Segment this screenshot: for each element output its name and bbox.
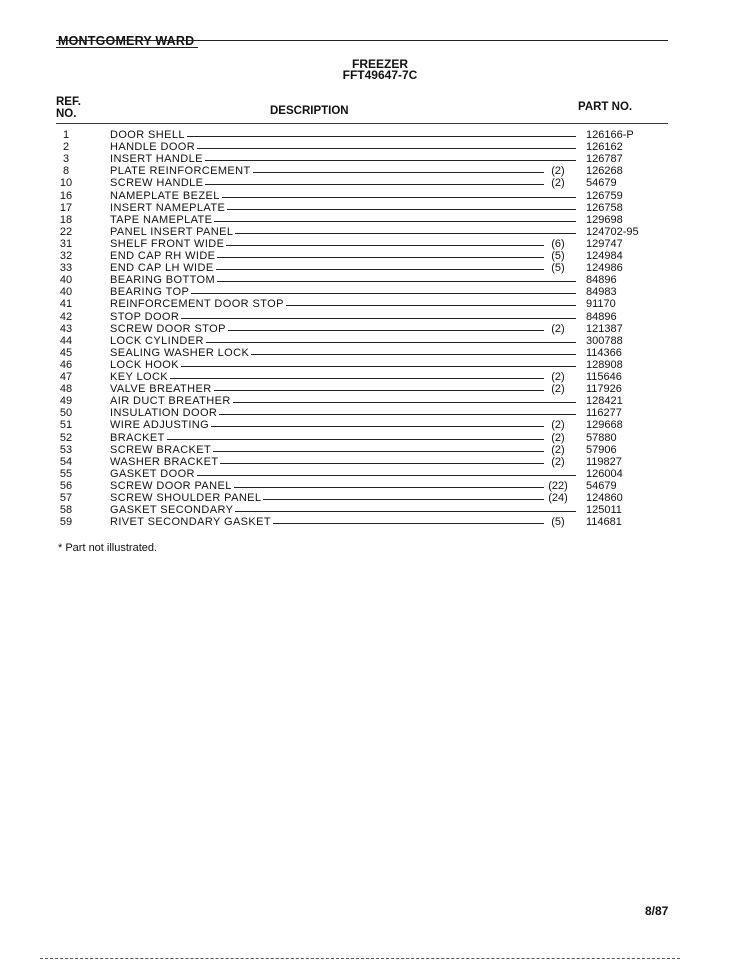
ref-number: 53 xyxy=(59,443,73,456)
ref-number: 16 xyxy=(59,189,73,202)
leader-line xyxy=(211,426,544,427)
part-description: VALVE BREATHER xyxy=(110,383,212,396)
part-number: 129747 xyxy=(586,237,623,250)
leader-line xyxy=(226,245,544,246)
part-quantity: (2) xyxy=(551,177,565,190)
leader-line xyxy=(253,172,544,173)
leader-line xyxy=(263,499,544,500)
leader-line xyxy=(197,475,576,476)
parts-list-row xyxy=(0,238,750,250)
parts-list-row xyxy=(0,323,750,335)
leader-line xyxy=(227,209,576,210)
leader-line xyxy=(205,184,544,185)
leader-line xyxy=(205,160,576,161)
part-number: 91170 xyxy=(586,298,616,311)
leader-line xyxy=(170,378,544,379)
ref-number: 22 xyxy=(59,225,73,238)
part-number: 117926 xyxy=(586,383,622,396)
leader-line xyxy=(286,305,576,306)
part-description: GASKET DOOR xyxy=(110,467,195,480)
document-title: FREEZER xyxy=(351,57,408,71)
leader-line xyxy=(181,318,576,319)
ref-number: 46 xyxy=(59,358,73,371)
part-quantity: (6) xyxy=(551,237,565,250)
leader-line xyxy=(273,523,544,524)
parts-list-row xyxy=(0,129,750,141)
part-number: 126004 xyxy=(586,467,623,480)
ref-number: 52 xyxy=(59,431,73,444)
leader-line xyxy=(220,463,544,464)
parts-list-row xyxy=(0,165,750,177)
part-description: SCREW DOOR PANEL xyxy=(110,479,232,492)
part-description: PLATE REINFORCEMENT xyxy=(110,165,251,178)
parts-list-row xyxy=(0,226,750,238)
leader-line xyxy=(191,293,576,294)
part-description: TAPE NAMEPLATE xyxy=(110,213,213,226)
part-number: 300788 xyxy=(586,334,623,347)
ref-number: 42 xyxy=(59,310,73,323)
ref-number: 59 xyxy=(59,516,73,529)
parts-list-row xyxy=(0,250,750,262)
ref-number: 40 xyxy=(59,274,73,287)
ref-number: 57 xyxy=(59,492,73,504)
part-description: LOCK HOOK xyxy=(110,358,180,371)
parts-list-row xyxy=(0,274,750,286)
parts-list-row xyxy=(0,444,750,456)
part-number: 125011 xyxy=(586,504,622,517)
ref-number: 31 xyxy=(59,237,73,250)
part-number: 115646 xyxy=(586,371,622,383)
parts-list-row xyxy=(0,214,750,226)
leader-line xyxy=(235,511,576,512)
parts-list-row xyxy=(0,492,750,504)
brand-name: MONTGOMERY WARD xyxy=(58,34,195,48)
part-quantity: (22) xyxy=(548,479,568,492)
ref-number: 17 xyxy=(59,201,73,214)
part-description: END CAP LH WIDE xyxy=(110,262,214,275)
part-description: RIVET SECONDARY GASKET xyxy=(110,516,272,529)
parts-list-row xyxy=(0,190,750,202)
parts-list-row xyxy=(0,153,750,165)
ref-number: 45 xyxy=(59,346,73,359)
part-description: SCREW DOOR STOP xyxy=(110,322,226,335)
ref-number: 3 xyxy=(62,153,70,166)
parts-list-row xyxy=(0,202,750,214)
part-number: 126787 xyxy=(586,153,623,166)
parts-list-row xyxy=(0,516,750,528)
part-quantity: (5) xyxy=(551,262,565,275)
part-description: END CAP RH WIDE xyxy=(110,250,216,262)
ref-number: 55 xyxy=(59,467,73,480)
bottom-rule xyxy=(40,958,680,959)
parts-list-row xyxy=(0,286,750,298)
ref-column-header xyxy=(56,96,81,120)
ref-number: 18 xyxy=(59,213,73,226)
leader-line xyxy=(216,269,544,270)
part-description: PANEL INSERT PANEL xyxy=(110,225,234,238)
part-number: 124984 xyxy=(586,250,623,262)
part-quantity: (2) xyxy=(551,419,565,432)
part-number: 84896 xyxy=(586,310,617,323)
parts-list-row xyxy=(0,311,750,323)
page-number: 8/87 xyxy=(645,904,669,918)
ref-number: 8 xyxy=(62,165,70,178)
part-number: 124860 xyxy=(586,492,623,504)
part-number: 57880 xyxy=(586,431,617,444)
parts-list-row xyxy=(0,468,750,480)
leader-line xyxy=(187,136,576,137)
part-number: 126162 xyxy=(586,141,623,154)
parts-list-row xyxy=(0,262,750,274)
parts-list-row xyxy=(0,298,750,310)
parts-list-row xyxy=(0,504,750,516)
ref-number: 1 xyxy=(62,129,70,141)
ref-number: 41 xyxy=(59,298,73,311)
part-number: 114681 xyxy=(586,516,622,529)
part-number: 114366 xyxy=(586,346,622,359)
ref-number: 54 xyxy=(59,455,73,468)
part-description: KEY LOCK xyxy=(110,371,169,383)
ref-number: 44 xyxy=(59,334,73,347)
brand-underline xyxy=(56,47,198,48)
part-number: 126268 xyxy=(586,165,623,178)
part-number: 126759 xyxy=(586,189,623,202)
part-description: SEALING WASHER LOCK xyxy=(110,346,250,359)
part-description: SCREW BRACKET xyxy=(110,443,212,456)
part-number: 84896 xyxy=(586,274,617,287)
part-no-column-header: PART NO. xyxy=(578,101,633,113)
description-column-header: DESCRIPTION xyxy=(270,105,349,117)
ref-number: 32 xyxy=(59,250,73,262)
ref-number: 47 xyxy=(59,371,73,383)
ref-number: 56 xyxy=(59,479,73,492)
leader-line xyxy=(228,330,544,331)
part-description: SHELF FRONT WIDE xyxy=(110,237,225,250)
ref-number: 50 xyxy=(59,407,73,420)
parts-list-row xyxy=(0,347,750,359)
header-rule xyxy=(56,40,668,41)
parts-list-row xyxy=(0,141,750,153)
part-number: 129698 xyxy=(586,213,623,226)
part-number: 129668 xyxy=(586,419,623,432)
parts-list-row xyxy=(0,480,750,492)
part-quantity: (2) xyxy=(551,431,565,444)
parts-list-row xyxy=(0,432,750,444)
footnote: * Part not illustrated. xyxy=(58,542,158,554)
ref-number: 10 xyxy=(59,177,73,190)
parts-list-row xyxy=(0,335,750,347)
part-number: 57906 xyxy=(586,443,617,456)
part-description: DOOR SHELL xyxy=(110,129,185,141)
leader-line xyxy=(213,451,544,452)
part-quantity: (5) xyxy=(551,250,565,262)
part-number: 124702-95 xyxy=(586,225,639,238)
part-quantity: (2) xyxy=(551,371,565,383)
parts-list-row xyxy=(0,359,750,371)
ref-number: 58 xyxy=(59,504,73,517)
ref-number: 2 xyxy=(62,141,70,154)
part-number: 128908 xyxy=(586,358,623,371)
part-description: SCREW HANDLE xyxy=(110,177,204,190)
column-header-rule xyxy=(56,123,668,124)
part-quantity: (24) xyxy=(548,492,568,504)
leader-line xyxy=(235,233,576,234)
part-description: GASKET SECONDARY xyxy=(110,504,234,517)
part-description: AIR DUCT BREATHER xyxy=(110,395,231,408)
ref-number: 51 xyxy=(59,419,73,432)
parts-list-row xyxy=(0,419,750,431)
part-number: 128421 xyxy=(586,395,623,408)
leader-line xyxy=(219,414,576,415)
leader-line xyxy=(214,390,544,391)
part-description: BRACKET xyxy=(110,431,165,444)
ref-header-line2: NO. xyxy=(56,108,77,120)
parts-list-row xyxy=(0,456,750,468)
parts-list-row xyxy=(0,407,750,419)
part-description: WASHER BRACKET xyxy=(110,455,219,468)
part-number: 54679 xyxy=(586,177,617,190)
part-quantity: (5) xyxy=(551,516,565,529)
parts-list-row xyxy=(0,371,750,383)
leader-line xyxy=(222,197,576,198)
part-quantity: (2) xyxy=(551,165,565,178)
leader-line xyxy=(217,257,544,258)
part-description: REINFORCEMENT DOOR STOP xyxy=(110,298,284,311)
leader-line xyxy=(233,402,576,403)
part-description: NAMEPLATE BEZEL xyxy=(110,189,220,202)
part-number: 54679 xyxy=(586,479,617,492)
part-description: INSERT NAMEPLATE xyxy=(110,201,226,214)
part-description: LOCK CYLINDER xyxy=(110,334,204,347)
part-number: 124986 xyxy=(586,262,623,275)
part-description: BEARING BOTTOM xyxy=(110,274,216,287)
part-description: WIRE ADJUSTING xyxy=(110,419,210,432)
part-description: STOP DOOR xyxy=(110,310,180,323)
leader-line xyxy=(217,281,576,282)
model-number: FFT49647-7C xyxy=(342,68,418,82)
leader-line xyxy=(167,439,544,440)
part-description: BEARING TOP xyxy=(110,286,190,299)
ref-number: 33 xyxy=(59,262,73,275)
leader-line xyxy=(206,342,576,343)
leader-line xyxy=(234,487,544,488)
part-quantity: (2) xyxy=(551,443,565,456)
leader-line xyxy=(214,221,576,222)
parts-list-row xyxy=(0,383,750,395)
part-quantity: (2) xyxy=(551,383,565,396)
leader-line xyxy=(251,354,576,355)
part-number: 126166-P xyxy=(586,129,634,141)
part-description: SCREW SHOULDER PANEL xyxy=(110,492,262,504)
part-description: HANDLE DOOR xyxy=(110,141,196,154)
part-number: 84983 xyxy=(586,286,617,299)
ref-header-line1: REF. xyxy=(56,96,81,108)
part-number: 126758 xyxy=(586,201,623,214)
leader-line xyxy=(181,366,576,367)
ref-number: 40 xyxy=(59,286,73,299)
leader-line xyxy=(197,148,576,149)
part-number: 121387 xyxy=(586,322,623,335)
part-quantity: (2) xyxy=(551,455,565,468)
ref-number: 49 xyxy=(59,395,73,408)
part-number: 119827 xyxy=(586,455,622,468)
ref-number: 43 xyxy=(59,322,73,335)
part-number: 116277 xyxy=(586,407,622,420)
ref-number: 48 xyxy=(59,383,73,396)
part-quantity: (2) xyxy=(551,322,565,335)
parts-list-row xyxy=(0,395,750,407)
part-description: INSERT HANDLE xyxy=(110,153,203,166)
part-description: INSULATION DOOR xyxy=(110,407,218,420)
parts-list-row xyxy=(0,177,750,189)
